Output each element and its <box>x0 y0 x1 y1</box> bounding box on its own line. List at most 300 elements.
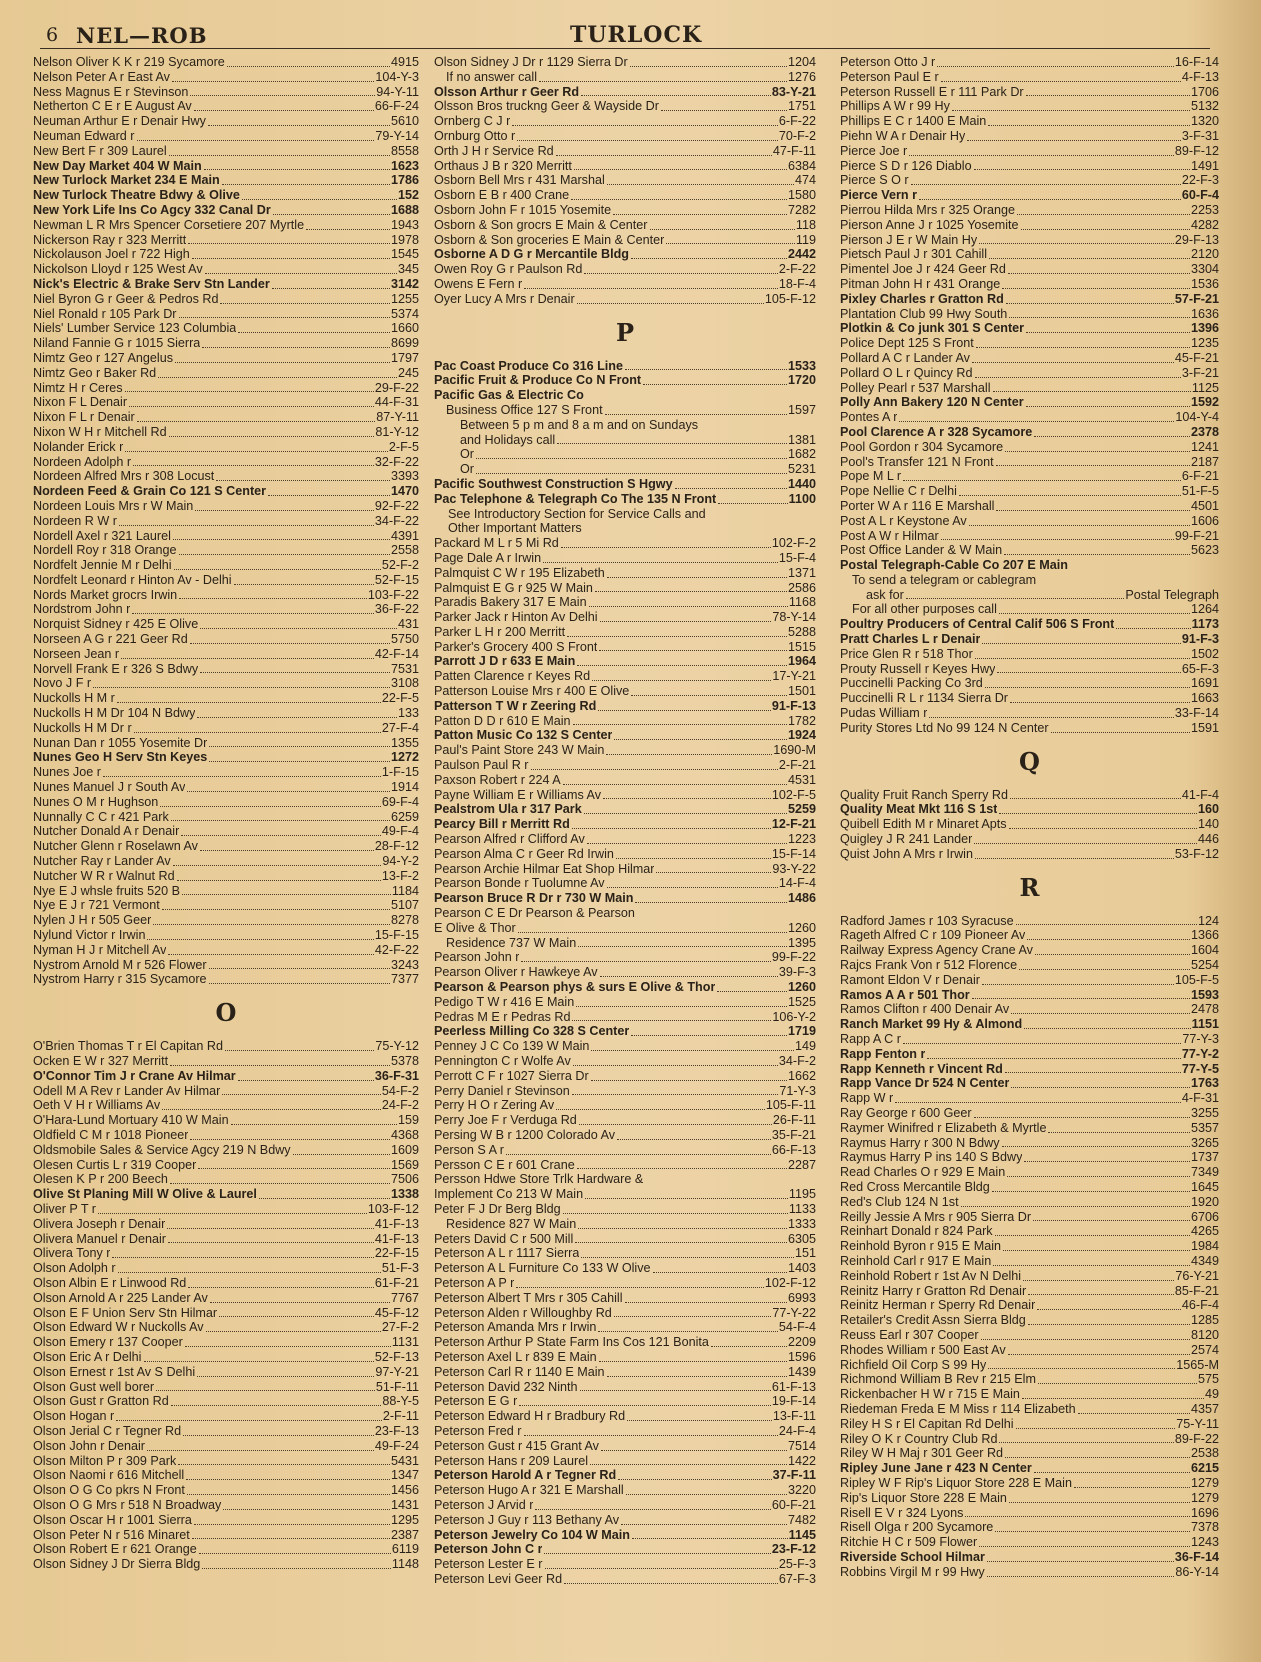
listing-name: E Olive & Thor <box>434 920 516 935</box>
dot-leader <box>601 1450 787 1451</box>
dot-leader <box>1038 1383 1197 1384</box>
listing-phone: 1797 <box>390 350 419 365</box>
listing-entry <box>434 203 816 218</box>
listing-name: Neuman Arthur E r Denair Hwy <box>33 114 206 129</box>
dot-leader <box>999 813 1197 814</box>
listing-entry <box>434 536 816 551</box>
listing-phone: 1580 <box>787 188 816 203</box>
dot-leader <box>192 1538 390 1539</box>
listing-entry <box>434 1572 816 1587</box>
listing-entry <box>840 632 1219 647</box>
listing-phone: 1786 <box>390 173 419 188</box>
listing-entry <box>840 1017 1219 1032</box>
listing-phone: 1100 <box>788 491 816 506</box>
listing-name: Olesen Curtis L r 319 Cooper <box>33 1157 197 1172</box>
dot-leader <box>941 81 1181 82</box>
listing-phone: 6-F-21 <box>1181 469 1219 484</box>
listing-phone: 87-Y-11 <box>376 410 419 425</box>
listing-phone: 52-F-13 <box>374 1349 419 1364</box>
listing-entry <box>33 1054 419 1069</box>
listing-entry <box>33 795 419 810</box>
listing-entry <box>33 529 419 544</box>
listing-name: Perry H O r Zering Av <box>434 1098 555 1113</box>
listing-name: Post A W r Hilmar <box>840 528 939 543</box>
listing-entry <box>840 218 1219 233</box>
listing-phone: 45-F-12 <box>374 1305 419 1320</box>
listing-entry <box>33 1454 419 1469</box>
dot-leader <box>129 406 374 407</box>
listing-phone: 1285 <box>1190 1313 1219 1328</box>
listing-entry <box>840 247 1219 262</box>
listing-name: Nickerson Ray r 323 Merritt <box>33 232 187 247</box>
listing-name: Osborn & Son grocrs E Main & Center <box>434 217 648 232</box>
listing-phone: 94-Y-2 <box>382 854 419 869</box>
listing-entry <box>840 70 1219 85</box>
dot-leader <box>631 1035 787 1036</box>
listing-phone: 118 <box>795 217 816 232</box>
listing-name: Riedeman Freda E M Miss r 114 Elizabeth <box>840 1401 1076 1416</box>
dot-leader <box>614 739 787 740</box>
listing-entry <box>840 99 1219 114</box>
listing-name: Ripley W F Rip's Liquor Store 228 E Main <box>840 1475 1072 1490</box>
listing-entry <box>33 1143 419 1158</box>
listing-name: Patten Clarence r Keyes Rd <box>434 669 591 684</box>
listing-entry <box>33 499 419 514</box>
listing-name: Parker Jack r Hinton Av Delhi <box>434 610 598 625</box>
listing-name: Red's Club 124 N 1st <box>840 1194 959 1209</box>
listing-entry <box>33 1498 419 1513</box>
listing-entry <box>840 1372 1219 1387</box>
dot-leader <box>571 199 787 200</box>
dot-leader <box>591 1080 787 1081</box>
listing-entry <box>33 514 419 529</box>
listing-entry <box>840 543 1219 558</box>
listing-phone: 2-F-11 <box>382 1409 419 1424</box>
listing-name: Olsson Bros truckng Geer & Wayside Dr <box>434 99 659 114</box>
listing-name: Pierson J E r W Main Hy <box>840 232 978 247</box>
listing-entry <box>33 99 419 114</box>
listing-entry <box>33 203 419 218</box>
dot-leader <box>617 1139 771 1140</box>
listing-name: Pope M L r <box>840 469 902 484</box>
dot-leader <box>981 1339 1190 1340</box>
dot-leader <box>133 465 374 466</box>
listing-entry <box>434 359 816 374</box>
listing-name: Reinhold Carl r 917 E Main <box>840 1253 992 1268</box>
listing-phone: 1422 <box>787 1453 816 1468</box>
listing-phone: 1145 <box>788 1527 816 1542</box>
listing-name: Pearson Oliver r Hawkeye Av <box>434 965 598 980</box>
listing-phone: 2378 <box>1190 424 1219 439</box>
listing-phone: 1943 <box>390 217 419 232</box>
dot-leader <box>605 414 787 415</box>
dot-leader <box>975 377 1181 378</box>
listing-entry <box>33 188 419 203</box>
listing-phone: 24-F-2 <box>381 1098 419 1113</box>
listing-name: Norvell Frank E r 326 S Bdwy <box>33 661 199 676</box>
listing-phone: 3108 <box>390 676 419 691</box>
dot-leader <box>979 243 1174 244</box>
dot-leader <box>205 273 397 274</box>
listing-name: Pearson C E Dr Pearson & Pearson <box>434 906 635 921</box>
listing-name: Perry Daniel r Stevinson <box>434 1083 570 1098</box>
listing-name: Pitman John H r 431 Orange <box>840 276 1001 291</box>
dot-leader <box>238 1080 374 1081</box>
listing-entry <box>33 395 419 410</box>
listing-phone: 79-Y-14 <box>375 128 419 143</box>
listing-entry <box>33 780 419 795</box>
listing-phone: 1371 <box>787 565 816 580</box>
dot-leader <box>975 858 1174 859</box>
listing-entry <box>840 1032 1219 1047</box>
listing-phone: 34-F-2 <box>778 1054 816 1068</box>
dot-leader <box>516 1287 764 1288</box>
listing-entry <box>33 1276 419 1291</box>
listing-name: Peterson Harold A r Tegner Rd <box>434 1468 617 1483</box>
listing-name: Riley W H Maj r 301 Geer Rd <box>840 1446 1004 1461</box>
listing-name: Packard M L r 5 Mi Rd <box>434 536 559 551</box>
dot-leader <box>564 1583 778 1584</box>
listing-entry <box>434 129 816 144</box>
listing-entry <box>33 381 419 396</box>
dot-leader <box>1005 451 1190 452</box>
listing-name: Pierce Joe r <box>840 143 908 158</box>
listing-name: New Turlock Market 234 E Main <box>33 173 220 188</box>
listing-entry <box>33 1557 419 1572</box>
listing-name: Peerless Milling Co 328 S Center <box>434 1024 630 1039</box>
listing-entry <box>33 662 419 677</box>
dot-leader <box>175 362 390 363</box>
dot-leader <box>1007 1176 1190 1177</box>
listing-phone: 575 <box>1197 1372 1219 1387</box>
listing-name: Peterson Edward H r Bradbury Rd <box>434 1409 626 1424</box>
listing-entry <box>33 218 419 233</box>
listing-phone: 1260 <box>787 920 816 935</box>
dot-leader <box>607 1376 787 1377</box>
listing-name: Nixon W H r Mitchell Rd <box>33 424 167 439</box>
dot-leader <box>598 1331 778 1332</box>
listing-phone: 1751 <box>787 99 816 114</box>
listing-name: Osborn E B r 400 Crane <box>434 188 570 203</box>
listing-name: Ornberg C J r <box>434 114 511 129</box>
listing-name: Ocken E W r 327 Merritt <box>33 1054 169 1068</box>
listing-phone: 39-F-3 <box>778 965 816 980</box>
dot-leader <box>975 658 1190 659</box>
dot-leader <box>192 258 390 259</box>
listing-entry <box>840 1269 1219 1284</box>
dot-leader <box>906 598 1125 599</box>
listing-entry <box>33 1528 419 1543</box>
listing-phone: 81-Y-12 <box>375 424 419 439</box>
listing-phone: 119 <box>795 232 816 247</box>
listing-phone: 1173 <box>1191 617 1219 632</box>
listing-entry <box>840 1432 1219 1447</box>
listing-name: Nords Market grocrs Irwin <box>33 587 178 602</box>
listing-phone: 83-Y-21 <box>771 84 816 99</box>
listing-name: Purity Stores Ltd No 99 124 N Center <box>840 720 1049 735</box>
listing-phone: 2442 <box>787 247 816 262</box>
dot-leader <box>1003 1250 1190 1251</box>
listing-entry <box>33 972 419 987</box>
dot-leader <box>711 1346 787 1347</box>
dot-leader <box>600 621 772 622</box>
listing-name: Patton Music Co 132 S Center <box>434 728 613 743</box>
listing-name: O'Connor Tim J r Crane Av Hilmar <box>33 1068 236 1083</box>
listing-name: Nordeen Louis Mrs r W Main <box>33 498 194 513</box>
listing-name: Neuman Edward r <box>33 128 135 143</box>
dot-leader <box>200 850 374 851</box>
listing-entry <box>434 1054 816 1069</box>
dot-leader <box>1022 1398 1204 1399</box>
listing-phone: 3243 <box>390 957 419 972</box>
listing-entry <box>33 1084 419 1099</box>
dot-leader <box>1024 1028 1190 1029</box>
listing-name: Pearcy Bill r Merritt Rd <box>434 817 570 832</box>
listing-phone: 6384 <box>787 158 816 173</box>
listing-name: Pedras M E r Pedras Rd <box>434 1009 571 1024</box>
listing-name: Penney J C Co 139 W Main <box>434 1039 590 1054</box>
listing-phone: 1204 <box>787 55 816 69</box>
dot-leader <box>209 983 390 984</box>
dot-leader <box>506 1154 771 1155</box>
listing-phone: 22-F-3 <box>1181 173 1219 188</box>
listing-name: Pollard O L r Quincy Rd <box>840 365 973 380</box>
listing-name: Red Cross Mercantile Bldg <box>840 1179 990 1194</box>
dot-leader <box>208 125 390 126</box>
listing-phone: 5431 <box>390 1453 419 1468</box>
listing-entry <box>840 788 1219 803</box>
listing-name: Pierce S O r <box>840 173 909 188</box>
listing-phone: 32-F-22 <box>374 454 419 469</box>
listing-entry <box>434 640 816 655</box>
page-range: NEL—ROB <box>76 23 208 48</box>
dot-leader <box>223 1509 390 1510</box>
listing-name: Osborn & Son groceries E Main & Center <box>434 232 665 247</box>
listing-phone: 4357 <box>1190 1401 1219 1416</box>
listing-name: Nelson Peter A r East Av <box>33 69 170 84</box>
listing-entry <box>33 647 419 662</box>
listing-entry <box>434 1528 816 1543</box>
dot-leader <box>993 1265 1190 1266</box>
listing-entry <box>840 802 1219 817</box>
dot-leader <box>600 976 778 977</box>
dot-leader <box>590 1464 787 1465</box>
listing-name: Nordstrom John r <box>33 602 131 617</box>
listing-name: Piehn W A r Denair Hy <box>840 128 966 143</box>
listing-phone: 1592 <box>1190 395 1219 410</box>
listing-entry <box>840 1224 1219 1239</box>
listing-phone: 57-F-21 <box>1174 291 1219 306</box>
listing-phone: 2287 <box>787 1157 816 1172</box>
listing-entry <box>33 958 419 973</box>
listing-entry <box>434 1039 816 1054</box>
dot-leader <box>1016 1428 1176 1429</box>
listing-name: Osborn Bell Mrs r 431 Marshal <box>434 173 605 188</box>
dot-leader <box>1023 1280 1174 1281</box>
listing-name: Risell E V r 324 Lyons <box>840 1505 964 1520</box>
listing-phone: 1662 <box>787 1068 816 1083</box>
listing-name: Pearson & Pearson phys & surs E Olive & Thor <box>434 980 716 995</box>
listing-entry <box>434 817 816 832</box>
listing-phone: 45-F-21 <box>1174 350 1219 365</box>
listing-name: Rickenbacher H W r 715 E Main <box>840 1387 1020 1402</box>
listing-entry <box>434 1483 816 1498</box>
listing-name: Nelson Oliver K K r 219 Sycamore <box>33 55 225 69</box>
listing-phone: 1125 <box>1191 380 1219 395</box>
dot-leader <box>531 769 778 770</box>
listing-name: Paradis Bakery 317 E Main <box>434 595 587 610</box>
dot-leader <box>119 525 374 526</box>
listing-name: Parker L H r 200 Merritt <box>434 624 566 639</box>
listing-entry <box>840 1239 1219 1254</box>
dot-leader <box>656 872 771 873</box>
listing-phone: 91-F-13 <box>771 698 816 713</box>
listing-name: Nutcher W R r Walnut Rd <box>33 868 175 883</box>
dot-leader <box>607 577 787 578</box>
listing-name: Reinhart Donald r 824 Park <box>840 1224 993 1239</box>
listing-phone: 1470 <box>390 484 419 499</box>
listing-name: Railway Express Agency Crane Av <box>840 943 1033 958</box>
section-letter: P <box>615 317 635 347</box>
listing-entry <box>33 366 419 381</box>
listing-name: Olson Oscar H r 1001 Sierra <box>33 1512 192 1527</box>
listing-phone: 431 <box>397 617 419 632</box>
listing-phone: 25-F-3 <box>778 1557 816 1572</box>
listing-name: Peter F J Dr Berg Bldg <box>434 1201 561 1216</box>
listing-entry <box>33 1069 419 1084</box>
listing-entry <box>434 1276 816 1291</box>
listing-phone: 2586 <box>787 580 816 595</box>
listing-entry <box>434 1246 816 1261</box>
listing-entry <box>840 1417 1219 1432</box>
listing-phone: 2120 <box>1190 247 1219 262</box>
listing-entry <box>33 469 419 484</box>
listing-entry <box>33 70 419 85</box>
listing-phone: 51-F-11 <box>375 1379 419 1394</box>
listing-phone: 3255 <box>1190 1106 1219 1120</box>
dot-leader <box>614 1316 772 1317</box>
listing-name: Olson Emery r 137 Cooper <box>33 1335 183 1350</box>
listing-name: Business Office 127 S Front <box>446 402 603 417</box>
listing-entry <box>33 1409 419 1424</box>
listing-name: Pacific Gas & Electric Co <box>434 388 584 403</box>
listing-entry <box>434 788 816 803</box>
listing-phone: 5610 <box>390 114 419 129</box>
dot-leader <box>618 1479 771 1480</box>
dot-leader <box>1002 288 1190 289</box>
listing-name: Residence 827 W Main <box>446 1216 577 1231</box>
listing-entry <box>434 403 816 418</box>
listing-entry <box>33 884 419 899</box>
dot-leader <box>1034 1472 1190 1473</box>
listing-phone: 54-F-2 <box>381 1083 419 1098</box>
dot-leader <box>969 525 1190 526</box>
listing-phone: 37-F-11 <box>772 1468 816 1483</box>
listing-entry <box>840 159 1219 174</box>
listing-phone: 77-Y-3 <box>1182 1032 1219 1047</box>
listing-name: Nickolauson Joel r 722 High <box>33 247 190 262</box>
listing-entry <box>33 810 419 825</box>
listing-name: Peterson David 232 Ninth <box>434 1379 578 1394</box>
listing-name: Peterson Paul E r <box>840 69 939 84</box>
listing-phone: 19-F-14 <box>771 1394 816 1409</box>
dot-leader <box>512 125 778 126</box>
dot-leader <box>573 1065 778 1066</box>
dot-leader <box>117 702 381 703</box>
listing-name: Page Dale A r Irwin <box>434 550 542 565</box>
listing-phone: 3304 <box>1190 262 1219 277</box>
dot-leader <box>1005 1072 1181 1073</box>
listing-entry <box>434 610 816 625</box>
listing-entry <box>840 469 1219 484</box>
listing-phone: 34-F-22 <box>374 513 419 528</box>
dot-leader <box>987 1561 1174 1562</box>
listing-phone: 7349 <box>1190 1165 1219 1180</box>
listing-entry <box>33 1246 419 1261</box>
listing-entry <box>840 425 1219 440</box>
listing-phone: 49-F-24 <box>374 1438 419 1453</box>
listing-name: Risell Olga r 200 Sycamore <box>840 1520 994 1535</box>
dot-leader <box>1026 332 1190 333</box>
dot-leader <box>606 754 772 755</box>
listing-entry <box>840 484 1219 499</box>
dot-leader <box>578 946 787 947</box>
listing-entry <box>434 85 816 100</box>
listing-phone: 41-F-13 <box>374 1231 419 1246</box>
listing-name: Nixon F L r Denair <box>33 410 135 425</box>
listing-phone: 4391 <box>390 528 419 543</box>
listing-entry <box>434 1217 816 1232</box>
listing-name: Owens E Fern r <box>434 276 523 291</box>
listing-name: Oyer Lucy A Mrs r Denair <box>434 291 575 306</box>
listing-phone: 13-F-2 <box>381 868 419 883</box>
listing-phone: 1366 <box>1190 928 1219 943</box>
dot-leader <box>197 717 397 718</box>
listing-phone: 2387 <box>390 1527 419 1542</box>
listing-name: Nimtz H r Ceres <box>33 380 123 395</box>
listing-phone: 7531 <box>390 661 419 676</box>
listing-entry <box>840 336 1219 351</box>
listing-phone: 6305 <box>787 1231 816 1246</box>
listing-entry <box>840 395 1219 410</box>
dot-leader <box>575 1242 787 1243</box>
listing-phone: 446 <box>1197 832 1219 847</box>
listing-phone: 29-F-13 <box>1174 232 1219 247</box>
listing-name: Nutcher Donald A r Denair <box>33 824 180 839</box>
listing-phone: 104-Y-3 <box>375 69 419 84</box>
listing-phone: 77-Y-22 <box>772 1305 816 1320</box>
listing-name: Prouty Russell r Keyes Hwy <box>840 661 996 676</box>
dot-leader <box>972 362 1174 363</box>
listing-phone: 7482 <box>787 1512 816 1527</box>
listing-name: O'Hara-Lund Mortuary 410 W Main <box>33 1113 229 1128</box>
listing-entry <box>840 351 1219 366</box>
listing-entry <box>840 1062 1219 1077</box>
listing-entry <box>434 1380 816 1395</box>
listing-phone: 33-F-14 <box>1174 706 1219 721</box>
listing-entry <box>434 1513 816 1528</box>
listing-name: Peterson John C r <box>434 1542 543 1557</box>
dot-leader <box>185 1346 391 1347</box>
listing-entry <box>33 839 419 854</box>
listing-phone: 78-Y-14 <box>772 610 816 625</box>
listing-phone: 1255 <box>390 291 419 306</box>
listing-entry <box>434 699 816 714</box>
listing-phone: 3265 <box>1190 1135 1219 1150</box>
listing-entry <box>840 1210 1219 1225</box>
listing-phone: 1439 <box>787 1364 816 1379</box>
listing-phone: 1491 <box>1190 158 1219 173</box>
